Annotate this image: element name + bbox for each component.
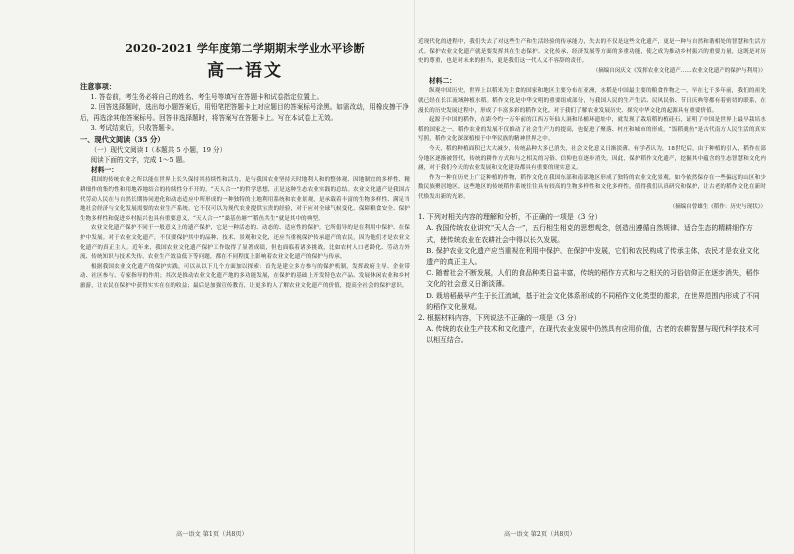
article-paragraph: 我国的传统农业之所以能在世界上长久保持其持续性和活力，是与我国农业坚持天时地利人和的整体观、因地制宜的多样性、精耕细作的集约性和用地养地结合的持续性分不开的，“天人合一”的哲学思想，正是这种生态农业实践的总结。农业文化遗产是我国古代劳动人民在与自然长期协同进化和动态适应中所形成的一种独特的土地利用系统和农业景观，是承载着丰富的生物多样性、满足当地社会经济与文化发展需要的农业生产系统。它不仅可以为现代农业提供宝贵的经验，对于应对全球气候变化、保障粮食安全、保护生物多样性和促进乡村振兴也具有重要意义，“天人合一”“桑基鱼塘”“稻鱼共生”就是其中的典型。 bbox=[80, 177, 410, 222]
article-paragraph: 根据我国农业文化遗产的保护实践，可以从以下几个方面加以探索：首先是建立多方参与的保护机制，发挥政府主导、企业带动、社区参与、专家指导的作用；其次是推动农业文化遗产地的多功能发展，在保护的基础上开发特色农产品、发展休闲农业和乡村旅游，让农民在保护中获得实实在在的收益；最后是加强宣传教育，让更多的人了解农业文化遗产的价值，提高全社会的保护意识。 bbox=[80, 263, 410, 289]
reading-instruction: 阅读下面的文字，完成 1～5 题。 bbox=[90, 156, 189, 165]
article-paragraph: 起源于中国的稻作，在距今约一万年前的江西万年仙人洞和吊桶环遗址中，就发现了栽培稻的植硅石，证明了中国是世界上最早栽培水稻的国家之一。稻作农业的发展不仅推动了社会生产力的提高，也促进了聚落、村庄和城市的形成，“饭稻羹鱼”是古代南方人民生活的真实写照，稻作文化深深植根于中华民族的精神世界之中。 bbox=[418, 117, 766, 143]
notice-item: 3. 考试结束后，只收答题卡。 bbox=[90, 124, 179, 133]
source-citation: （摘编自曾雄生《稻作：历史与现状》） bbox=[669, 203, 766, 210]
answer-option: C. 随着社会不断发展，人们的食品种类日益丰富，传统的稻作方式和与之相关的习俗信仰正在逐步消失，稻作文化的社会意义日渐淡薄。 bbox=[426, 269, 760, 289]
subject-title: 高一语文 bbox=[207, 61, 283, 81]
answer-option: A. 传统的农业生产技术和文化遗产，在现代农业发展中仍然具有应用价值，古老的农耕智慧与现代科学技术可以相互结合。 bbox=[426, 325, 760, 345]
exam-title: 2020-2021 学年度第二学期期末学业水平诊断 bbox=[125, 42, 365, 55]
notice-item: 2. 回答选择题时，选出每小题答案后，用铅笔把答题卡上对应题目的答案标号涂黑。如需改动，用橡皮擦干净后，再选涂其他答案标号。回答非选择题时，将答案写在答题卡上。写在本试卷上无效。 bbox=[80, 103, 409, 122]
page-footer: 高一语文 第2页（共8页） bbox=[504, 531, 576, 538]
answer-option: D. 栽培稻最早产生于长江流域，基于社会文化体系形成的不同稻作文化类型的需求，在世界范围内形成了不同的稻作文化景观。 bbox=[426, 291, 760, 311]
left-content bbox=[80, 81, 410, 292]
answer-option: B. 保护农业文化遗产应当重视在利用中保护、在保护中发展，它们和农民构成了传承主体，农民才是农业文化遗产的真正主人。 bbox=[426, 246, 760, 266]
section-heading: 一、现代文阅读（35 分） bbox=[80, 134, 165, 144]
source-citation: （摘编自闵庆文《发挥农业文化遗产……农业文化遗产的保护与利用》） bbox=[592, 67, 766, 74]
question-stem: 2. 根据材料内容，下列说法不正确的一项是（3 分） bbox=[418, 313, 581, 322]
article-paragraph: 近现代化的进程中，我们失去了对这些生产和生活经验的传承能力，失去的不仅是这些文化遗产，更是一种与自然和谐相处的智慧和生活方式。保护农业文化遗产就是要发挥其在生态保护、文化传承、经济发展等方面的多重功能，使之成为推动乡村振兴的重要力量，这既是对历史的尊重，也是对未来的担当，更是我们这一代人义不容辞的责任。 bbox=[418, 39, 766, 65]
material-label: 材料一： bbox=[90, 166, 119, 175]
left-page bbox=[80, 0, 410, 554]
notice-item: 1. 答卷前，考生务必将自己的姓名、考生号等填写在答题卡和试卷指定位置上。 bbox=[90, 93, 324, 101]
subsection-heading: （一）现代文阅读 I（本题共 5 小题，19 分） bbox=[90, 145, 227, 154]
page-fold-divider bbox=[414, 0, 415, 554]
page-footer: 高一语文 第1页（共8页） bbox=[176, 531, 248, 538]
article-paragraph: 今天，稻的种植面积已大大减少，传统品种大多已消失，社会文化意义日渐淡薄。有学者认为，18世纪后，由于种植的引入，稻作在部分地区逐渐被替代，传统的耕作方式和与之相关的习俗、信仰也在逐步消失。因此，保护稻作文化遗产，挖掘其中蕴含的生态智慧和文化内涵，对于我们今天的农业发展和文化建设都具有重要的现实意义。 bbox=[418, 145, 766, 172]
article-paragraph: 农业文化遗产保护不同于一般意义上的遗产保护，它是一种活态的、动态的、适应性的保护。它所倡导的是在利用中保护、在保护中发展。对于农业文化遗产，不仅要保护其中的品种、技术、景观和文化，还应当重视保护传承遗产的农民，因为他们才是农业文化遗产的真正主人。近年来，我国农业文化遗产保护工作取得了显著成绩，但也面临着诸多挑战，比如农村人口老龄化、劳动力外流、传统知识与技术失传、农业生产效益低下等问题，都在不同程度上影响着农业文化遗产的保护与传承。 bbox=[80, 225, 410, 261]
right-content bbox=[418, 38, 766, 347]
notice-heading: 注意事项： bbox=[80, 82, 116, 91]
article-paragraph: 纵观中国历史，世界上以稻米为主食的国家和地区主要分布在亚洲，水稻是中国最主要的粮食作物之一，早在七千多年前，我们的祖先就已经在长江流域种植水稻。稻作文化是中华文明的重要组成部分，与我国人民的生产生活、民风民俗、节日庆典等都有着密切的联系，在漫长的历史发展过程中，形成了丰富多彩的稻作文化，对于我们了解农业发展历史、探究中华文化的起源具有重要价值。 bbox=[418, 88, 766, 114]
answer-option: A. 我国传统农业讲究“天人合一”，五行相生相克的思想观念，创造出遵循自然规律、适合生态的精耕细作方式，使传统农业在农耕社会中得以长久发展。 bbox=[426, 224, 753, 244]
right-page bbox=[418, 0, 766, 554]
question-stem: 1. 下列对相关内容的理解和分析，不正确的一项是（3 分） bbox=[418, 213, 602, 222]
material-label: 材料二： bbox=[428, 77, 457, 86]
article-paragraph: 作为一种在历史上广泛种植的作物，稻作文化在我国东部和南部地区形成了独特的农业文化景观，如今依然保存在一些偏远的山区和少数民族聚居地区，这些地区的传统稻作系统往往具有较高的生物多样性和文化多样性，值得我们认真研究和保护，让古老的稻作文化在新时代焕发出新的光彩。 bbox=[418, 174, 766, 200]
